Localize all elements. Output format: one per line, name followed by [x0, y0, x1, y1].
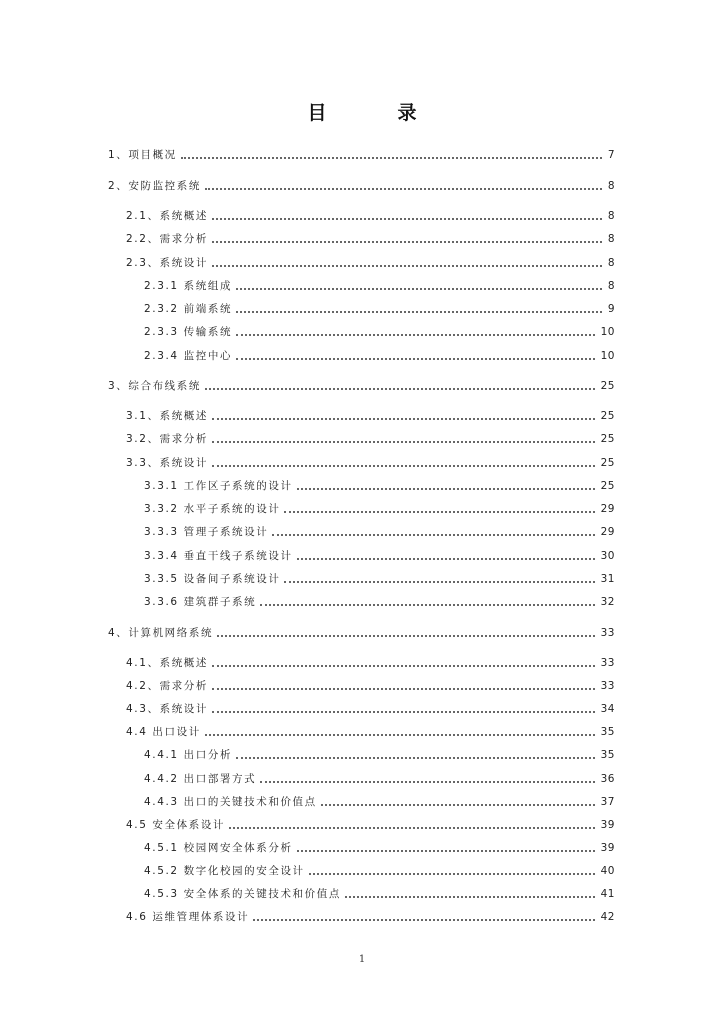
- toc-entry-label: 4.2、需求分析: [126, 680, 208, 692]
- toc-entry-page: 29: [600, 503, 615, 515]
- toc-entry-label: 2.3.3 传输系统: [144, 326, 233, 338]
- toc-entry-label: 4.6 运维管理体系设计: [126, 911, 250, 923]
- toc-entry-label: 4、计算机网络系统: [108, 627, 214, 639]
- toc-entry[interactable]: [126, 908, 615, 924]
- toc-entry[interactable]: [126, 207, 615, 223]
- toc-dot-leader: [212, 688, 595, 690]
- toc-entry-page: 34: [600, 703, 615, 715]
- page-number: 1: [358, 954, 366, 965]
- toc-entry[interactable]: [108, 146, 615, 162]
- toc-entry[interactable]: [108, 624, 615, 640]
- toc-entry-page: 33: [600, 657, 615, 669]
- toc-entry-page: 8: [607, 180, 615, 192]
- toc-entry-page: 32: [600, 596, 615, 608]
- toc-title: 目 录: [307, 102, 443, 124]
- toc-entry-label: 4.4.2 出口部署方式: [144, 773, 257, 785]
- toc-entry-label: 4.5.2 数字化校园的安全设计: [144, 865, 305, 877]
- toc-entry-label: 2.3.4 监控中心: [144, 350, 233, 362]
- toc-entry-label: 4.4 出口设计: [126, 726, 201, 738]
- toc-entry[interactable]: [144, 746, 615, 762]
- toc-dot-leader: [212, 465, 595, 467]
- toc-entry[interactable]: [126, 677, 615, 693]
- toc-dot-leader: [181, 157, 602, 159]
- toc-entry[interactable]: [144, 593, 615, 609]
- toc-entry-page: 8: [607, 210, 615, 222]
- toc-entry[interactable]: [144, 347, 615, 363]
- toc-entry-label: 3.3.3 管理子系统设计: [144, 526, 269, 538]
- toc-dot-leader: [260, 604, 594, 606]
- toc-entry-label: 4.1、系统概述: [126, 657, 208, 669]
- toc-dot-leader: [212, 665, 595, 667]
- toc-dot-leader: [229, 827, 595, 829]
- toc-entry-label: 4.5.3 安全体系的关键技术和价值点: [144, 888, 341, 900]
- toc-entry-label: 3、综合布线系统: [108, 380, 201, 392]
- toc-dot-leader: [236, 334, 595, 336]
- toc-entry-page: 36: [600, 773, 615, 785]
- toc-entry-page: 30: [600, 550, 615, 562]
- toc-dot-leader: [309, 873, 595, 875]
- toc-entry[interactable]: [126, 654, 615, 670]
- toc-entry[interactable]: [144, 277, 615, 293]
- toc-entry-label: 3.1、系统概述: [126, 410, 208, 422]
- toc-entry[interactable]: [126, 723, 615, 739]
- toc-entry-page: 25: [600, 380, 615, 392]
- toc-entry-page: 10: [600, 350, 615, 362]
- toc-entry-page: 25: [600, 457, 615, 469]
- toc-entry-label: 3.3.1 工作区子系统的设计: [144, 480, 293, 492]
- toc-entry-page: 40: [600, 865, 615, 877]
- toc-entry[interactable]: [126, 430, 615, 446]
- toc-entry[interactable]: [144, 523, 615, 539]
- toc-entry[interactable]: [108, 377, 615, 393]
- toc-dot-leader: [236, 358, 595, 360]
- toc-entry-label: 2.2、需求分析: [126, 233, 208, 245]
- toc-entry[interactable]: [108, 177, 615, 193]
- toc-entry-page: 8: [607, 233, 615, 245]
- toc-entry-page: 29: [600, 526, 615, 538]
- toc-entry-label: 4.4.3 出口的关键技术和价值点: [144, 796, 317, 808]
- toc-dot-leader: [284, 511, 594, 513]
- toc-dot-leader: [212, 218, 602, 220]
- toc-entry-page: 41: [600, 888, 615, 900]
- toc-dot-leader: [217, 635, 595, 637]
- toc-entry-page: 25: [600, 480, 615, 492]
- toc-entry-label: 2.3.2 前端系统: [144, 303, 233, 315]
- toc-entry[interactable]: [144, 547, 615, 563]
- toc-dot-leader: [345, 896, 595, 898]
- toc-entry-label: 3.3.6 建筑群子系统: [144, 596, 257, 608]
- toc-entry-page: 39: [600, 819, 615, 831]
- toc-entry-page: 8: [607, 257, 615, 269]
- toc-entry-page: 7: [607, 149, 615, 161]
- toc-dot-leader: [212, 265, 602, 267]
- toc-entry-label: 2.1、系统概述: [126, 210, 208, 222]
- toc-dot-leader: [212, 441, 595, 443]
- toc-dot-leader: [272, 534, 594, 536]
- toc-dot-leader: [205, 188, 602, 190]
- toc-dot-leader: [205, 734, 595, 736]
- toc-entry-label: 4.5 安全体系设计: [126, 819, 226, 831]
- toc-entry-label: 3.3.5 设备间子系统设计: [144, 573, 281, 585]
- toc-entry-page: 8: [607, 280, 615, 292]
- toc-dot-leader: [253, 919, 594, 921]
- toc-dot-leader: [236, 288, 602, 290]
- toc-entry-page: 37: [600, 796, 615, 808]
- toc-entry-label: 4.3、系统设计: [126, 703, 208, 715]
- toc-entry-label: 1、项目概况: [108, 149, 177, 161]
- toc-dot-leader: [212, 711, 595, 713]
- toc-entry-label: 2.3.1 系统组成: [144, 280, 233, 292]
- toc-entry-label: 2、安防监控系统: [108, 180, 201, 192]
- toc-entry-page: 39: [600, 842, 615, 854]
- toc-dot-leader: [297, 850, 595, 852]
- toc-entry[interactable]: [144, 500, 615, 516]
- toc-entry-label: 3.3.4 垂直干线子系统设计: [144, 550, 293, 562]
- toc-entry-label: 4.4.1 出口分析: [144, 749, 233, 761]
- toc-entry[interactable]: [144, 323, 615, 339]
- toc-entry-page: 35: [600, 749, 615, 761]
- toc-dot-leader: [212, 241, 602, 243]
- toc-dot-leader: [321, 804, 595, 806]
- toc-entry[interactable]: [126, 454, 615, 470]
- toc-dot-leader: [260, 781, 594, 783]
- toc-entry[interactable]: [126, 407, 615, 423]
- toc-entry-label: 3.2、需求分析: [126, 433, 208, 445]
- toc-entry-page: 25: [600, 410, 615, 422]
- toc-entry-label: 3.3.2 水平子系统的设计: [144, 503, 281, 515]
- toc-entry[interactable]: [144, 793, 615, 809]
- toc-entry[interactable]: [144, 570, 615, 586]
- toc-dot-leader: [284, 581, 594, 583]
- toc-dot-leader: [236, 757, 595, 759]
- toc-entry[interactable]: [126, 230, 615, 246]
- toc-entry[interactable]: [144, 839, 615, 855]
- toc-entry[interactable]: [144, 477, 615, 493]
- toc-dot-leader: [205, 388, 595, 390]
- toc-entry[interactable]: [144, 770, 615, 786]
- toc-dot-leader: [212, 418, 595, 420]
- toc-entry-label: 2.3、系统设计: [126, 257, 208, 269]
- toc-entry-page: 42: [600, 911, 615, 923]
- toc-entry-label: 4.5.1 校园网安全体系分析: [144, 842, 293, 854]
- toc-entry-page: 33: [600, 680, 615, 692]
- toc-entry-page: 33: [600, 627, 615, 639]
- toc-dot-leader: [236, 311, 602, 313]
- toc-entry-page: 25: [600, 433, 615, 445]
- toc-entry-page: 31: [600, 573, 615, 585]
- toc-entry[interactable]: [126, 816, 615, 832]
- toc-entry-page: 35: [600, 726, 615, 738]
- toc-entry[interactable]: [144, 862, 615, 878]
- toc-dot-leader: [297, 488, 595, 490]
- toc-dot-leader: [297, 558, 595, 560]
- toc-entry-page: 9: [607, 303, 615, 315]
- toc-entry[interactable]: [126, 700, 615, 716]
- toc-entry-page: 10: [600, 326, 615, 338]
- toc-entry[interactable]: [126, 254, 615, 270]
- toc-entry[interactable]: [144, 300, 615, 316]
- toc-entry[interactable]: [144, 885, 615, 901]
- toc-entry-label: 3.3、系统设计: [126, 457, 208, 469]
